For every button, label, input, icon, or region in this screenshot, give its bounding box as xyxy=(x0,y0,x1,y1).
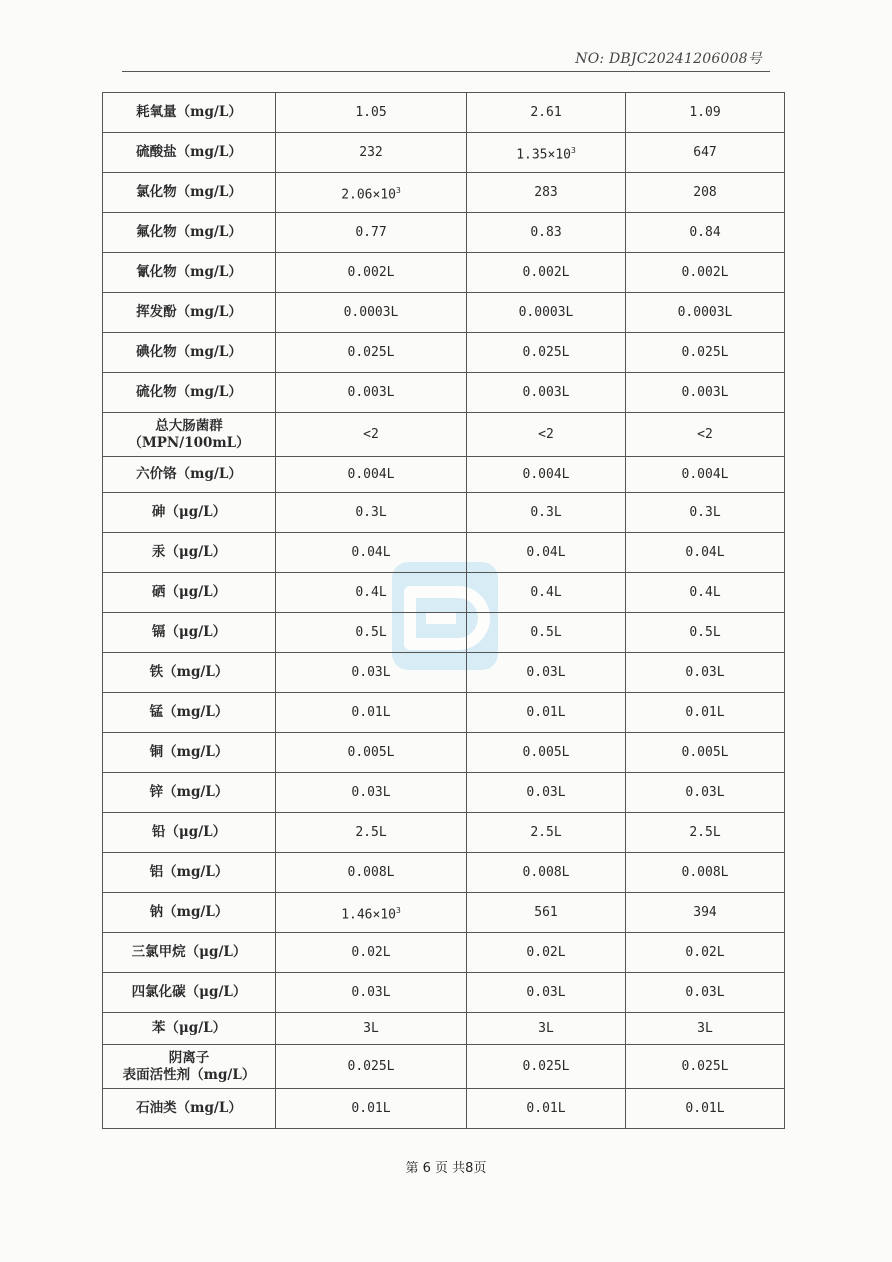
value-cell: 647 xyxy=(626,133,785,173)
table-row xyxy=(103,1045,785,1089)
table-row xyxy=(103,573,785,613)
item-cell: 硫化物（mg/L） xyxy=(103,373,276,413)
value-cell: 0.025L xyxy=(467,333,626,373)
table-row xyxy=(103,893,785,933)
value-cell: 0.0003L xyxy=(276,293,467,333)
item-cell: 锰（mg/L） xyxy=(103,693,276,733)
value-cell: 0.002L xyxy=(276,253,467,293)
table-row xyxy=(103,173,785,213)
item-cell: 镉（μg/L） xyxy=(103,613,276,653)
item-cell: 铅（μg/L） xyxy=(103,813,276,853)
value-cell: 0.77 xyxy=(276,213,467,253)
value-cell: 0.003L xyxy=(467,373,626,413)
value-cell: 3L xyxy=(467,1013,626,1045)
value-cell: 0.5L xyxy=(467,613,626,653)
value-cell: 0.002L xyxy=(467,253,626,293)
item-cell: 石油类（mg/L） xyxy=(103,1089,276,1129)
item-cell: 铁（mg/L） xyxy=(103,653,276,693)
item-cell: 硒（μg/L） xyxy=(103,573,276,613)
value-cell: 0.03L xyxy=(276,973,467,1013)
table-row xyxy=(103,813,785,853)
value-cell: 0.5L xyxy=(626,613,785,653)
table-row xyxy=(103,93,785,133)
table-row xyxy=(103,413,785,457)
table-row xyxy=(103,693,785,733)
value-cell: 394 xyxy=(626,893,785,933)
value-cell: 0.03L xyxy=(276,773,467,813)
value-cell: 0.03L xyxy=(626,773,785,813)
value-cell: 0.004L xyxy=(467,457,626,493)
value-cell: 0.3L xyxy=(467,493,626,533)
value-cell: 3L xyxy=(626,1013,785,1045)
item-cell: 氰化物（mg/L） xyxy=(103,253,276,293)
value-cell: 0.4L xyxy=(276,573,467,613)
value-cell: 0.005L xyxy=(276,733,467,773)
value-cell: <2 xyxy=(626,413,785,457)
item-cell: 六价铬（mg/L） xyxy=(103,457,276,493)
value-cell: $1.35\times 10^3$ xyxy=(467,133,626,173)
table-row xyxy=(103,1013,785,1045)
table-row xyxy=(103,213,785,253)
table-row xyxy=(103,253,785,293)
table-row xyxy=(103,1089,785,1129)
item-cell: 砷（μg/L） xyxy=(103,493,276,533)
item-cell: 四氯化碳（μg/L） xyxy=(103,973,276,1013)
value-cell: 0.004L xyxy=(626,457,785,493)
item-cell: 碘化物（mg/L） xyxy=(103,333,276,373)
report-number: NO: DBJC20241206008号 xyxy=(575,51,762,67)
table-row xyxy=(103,973,785,1013)
value-cell: 0.04L xyxy=(276,533,467,573)
value-cell: 0.3L xyxy=(276,493,467,533)
value-cell: 0.02L xyxy=(276,933,467,973)
value-cell: $1.46\times 10^3$ xyxy=(276,893,467,933)
item-cell: 三氯甲烷（μg/L） xyxy=(103,933,276,973)
value-cell: 0.01L xyxy=(626,1089,785,1129)
table-row xyxy=(103,493,785,533)
value-cell: 0.008L xyxy=(276,853,467,893)
value-cell: 0.5L xyxy=(276,613,467,653)
value-cell: 232 xyxy=(276,133,467,173)
item-cell: 硫酸盐（mg/L） xyxy=(103,133,276,173)
value-cell: 0.02L xyxy=(626,933,785,973)
item-cell: 锌（mg/L） xyxy=(103,773,276,813)
value-cell: 2.5L xyxy=(626,813,785,853)
value-cell: 0.01L xyxy=(467,693,626,733)
value-cell: 0.04L xyxy=(626,533,785,573)
value-cell: 0.008L xyxy=(626,853,785,893)
table-row xyxy=(103,933,785,973)
value-cell: 0.01L xyxy=(467,1089,626,1129)
value-cell: 0.01L xyxy=(276,693,467,733)
value-cell: 1.09 xyxy=(626,93,785,133)
item-cell: 总大肠菌群 （MPN/100mL） xyxy=(103,413,276,457)
value-cell: <2 xyxy=(467,413,626,457)
value-cell: 0.025L xyxy=(626,333,785,373)
results-table-body xyxy=(103,93,785,1129)
results-table xyxy=(102,92,785,1129)
value-cell: 0.005L xyxy=(626,733,785,773)
table-row xyxy=(103,457,785,493)
value-cell: 0.04L xyxy=(467,533,626,573)
table-row xyxy=(103,373,785,413)
value-cell: 0.025L xyxy=(626,1045,785,1089)
value-cell: 0.03L xyxy=(276,653,467,693)
value-cell: 0.004L xyxy=(276,457,467,493)
table-row xyxy=(103,333,785,373)
value-cell: 208 xyxy=(626,173,785,213)
value-cell: 0.003L xyxy=(276,373,467,413)
value-cell: 0.003L xyxy=(626,373,785,413)
table-row xyxy=(103,133,785,173)
item-cell: 耗氧量（mg/L） xyxy=(103,93,276,133)
value-cell: 0.3L xyxy=(626,493,785,533)
table-row xyxy=(103,773,785,813)
value-cell: 0.008L xyxy=(467,853,626,893)
value-cell: 2.5L xyxy=(276,813,467,853)
item-cell: 阴离子 表面活性剂（mg/L） xyxy=(103,1045,276,1089)
value-cell: 1.05 xyxy=(276,93,467,133)
table-row xyxy=(103,613,785,653)
value-cell: 0.025L xyxy=(467,1045,626,1089)
value-cell: 0.025L xyxy=(276,333,467,373)
value-cell: 0.03L xyxy=(467,653,626,693)
item-cell: 氯化物（mg/L） xyxy=(103,173,276,213)
item-cell: 汞（μg/L） xyxy=(103,533,276,573)
value-cell: 0.4L xyxy=(467,573,626,613)
table-row xyxy=(103,293,785,333)
value-cell: 0.84 xyxy=(626,213,785,253)
header-rule xyxy=(122,71,770,72)
value-cell: 0.03L xyxy=(467,973,626,1013)
value-cell: 0.01L xyxy=(626,693,785,733)
value-cell: 283 xyxy=(467,173,626,213)
value-cell: 0.03L xyxy=(626,653,785,693)
value-cell: 0.03L xyxy=(626,973,785,1013)
value-cell: $2.06\times 10^3$ xyxy=(276,173,467,213)
value-cell: 2.61 xyxy=(467,93,626,133)
item-cell: 挥发酚（mg/L） xyxy=(103,293,276,333)
value-cell: 0.02L xyxy=(467,933,626,973)
value-cell: 0.83 xyxy=(467,213,626,253)
item-cell: 苯（μg/L） xyxy=(103,1013,276,1045)
table-row xyxy=(103,853,785,893)
value-cell: <2 xyxy=(276,413,467,457)
table-row xyxy=(103,733,785,773)
value-cell: 561 xyxy=(467,893,626,933)
value-cell: 0.025L xyxy=(276,1045,467,1089)
item-cell: 铝（mg/L） xyxy=(103,853,276,893)
item-cell: 钠（mg/L） xyxy=(103,893,276,933)
table-row xyxy=(103,653,785,693)
value-cell: 0.03L xyxy=(467,773,626,813)
value-cell: 0.4L xyxy=(626,573,785,613)
table-row xyxy=(103,533,785,573)
page-footer: 第 6 页 共8页 xyxy=(405,1161,487,1176)
value-cell: 0.002L xyxy=(626,253,785,293)
item-cell: 铜（mg/L） xyxy=(103,733,276,773)
value-cell: 0.01L xyxy=(276,1089,467,1129)
value-cell: 3L xyxy=(276,1013,467,1045)
value-cell: 2.5L xyxy=(467,813,626,853)
item-cell: 氟化物（mg/L） xyxy=(103,213,276,253)
value-cell: 0.0003L xyxy=(467,293,626,333)
value-cell: 0.0003L xyxy=(626,293,785,333)
value-cell: 0.005L xyxy=(467,733,626,773)
